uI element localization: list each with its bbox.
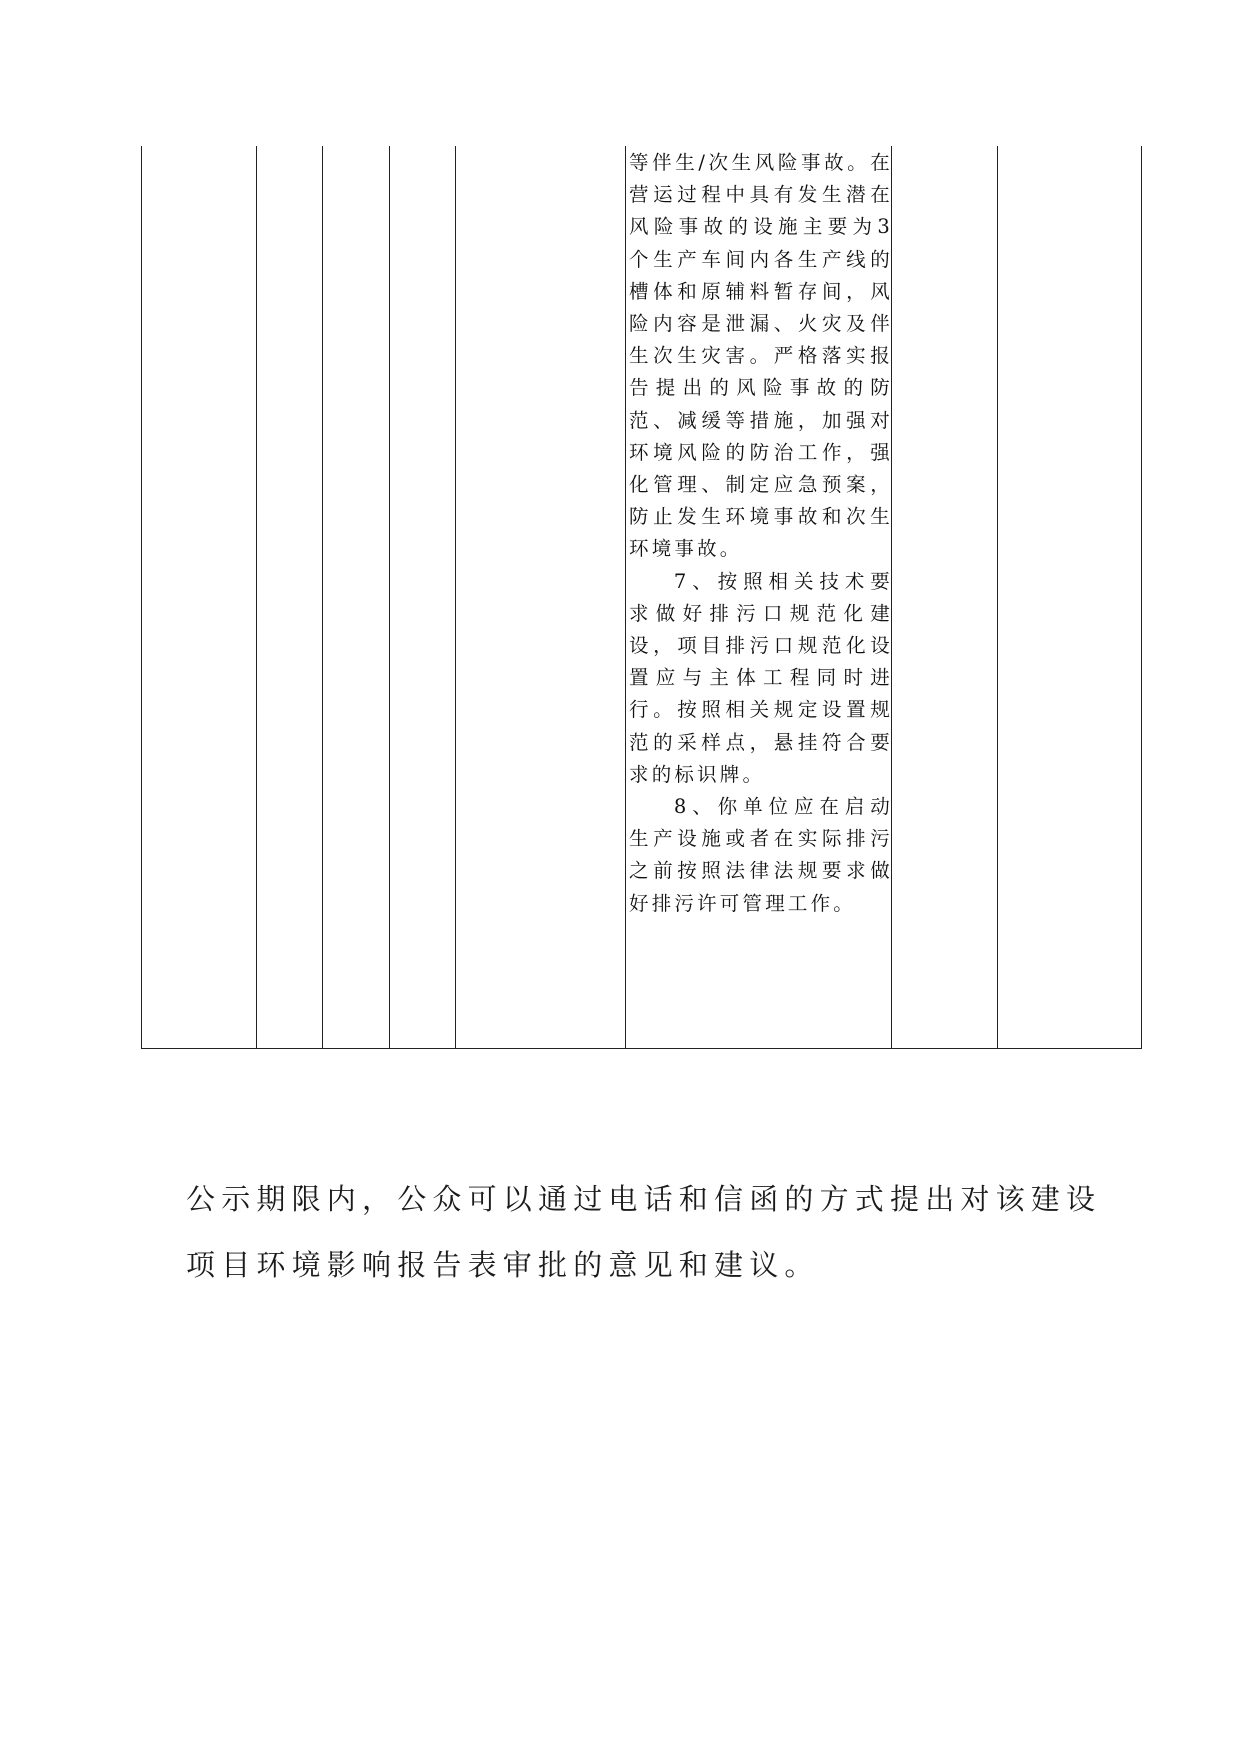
table-border-left (141, 146, 142, 1049)
table-border-right (1141, 146, 1142, 1049)
table-column-divider (625, 146, 626, 1049)
opinion-paragraph: 等伴生/次生风险事故。在营运过程中具有发生潜在风险事故的设施主要为3个生产车间内各生产线的槽体和原辅料暂存间，风险内容是泄漏、火灾及伴生次生灾害。严格落实报告提出的风险事故的防范、减缓等措施，加强对环境风险的防治工作，强化管理、制定应急预案，防止发生环境事故和次生环境事故。 (629, 151, 893, 561)
notice-line: 项目环境影响报告表审批的意见和建议。 (186, 1248, 820, 1282)
public-notice (186, 1166, 1102, 1298)
approval-opinion-cell (629, 147, 893, 920)
table-column-divider (455, 146, 456, 1049)
opinion-paragraph: 7、按照相关技术要求做好排污口规范化建设，项目排污口规范化设置应与主体工程同时进行。按照相关规定设置规范的采样点，悬挂符合要求的标识牌。 (629, 569, 893, 786)
table-column-divider (256, 146, 257, 1049)
notice-line: 公示期限内，公众可以通过电话和信函的方式提出对该建设 (186, 1182, 1102, 1216)
table-column-divider (389, 146, 390, 1049)
opinion-paragraph: 8、你单位应在启动生产设施或者在实际排污之前按照法律法规要求做好排污许可管理工作。 (629, 795, 893, 915)
table-column-divider (322, 146, 323, 1049)
table-column-divider (997, 146, 998, 1049)
table-border-bottom (141, 1048, 1142, 1049)
